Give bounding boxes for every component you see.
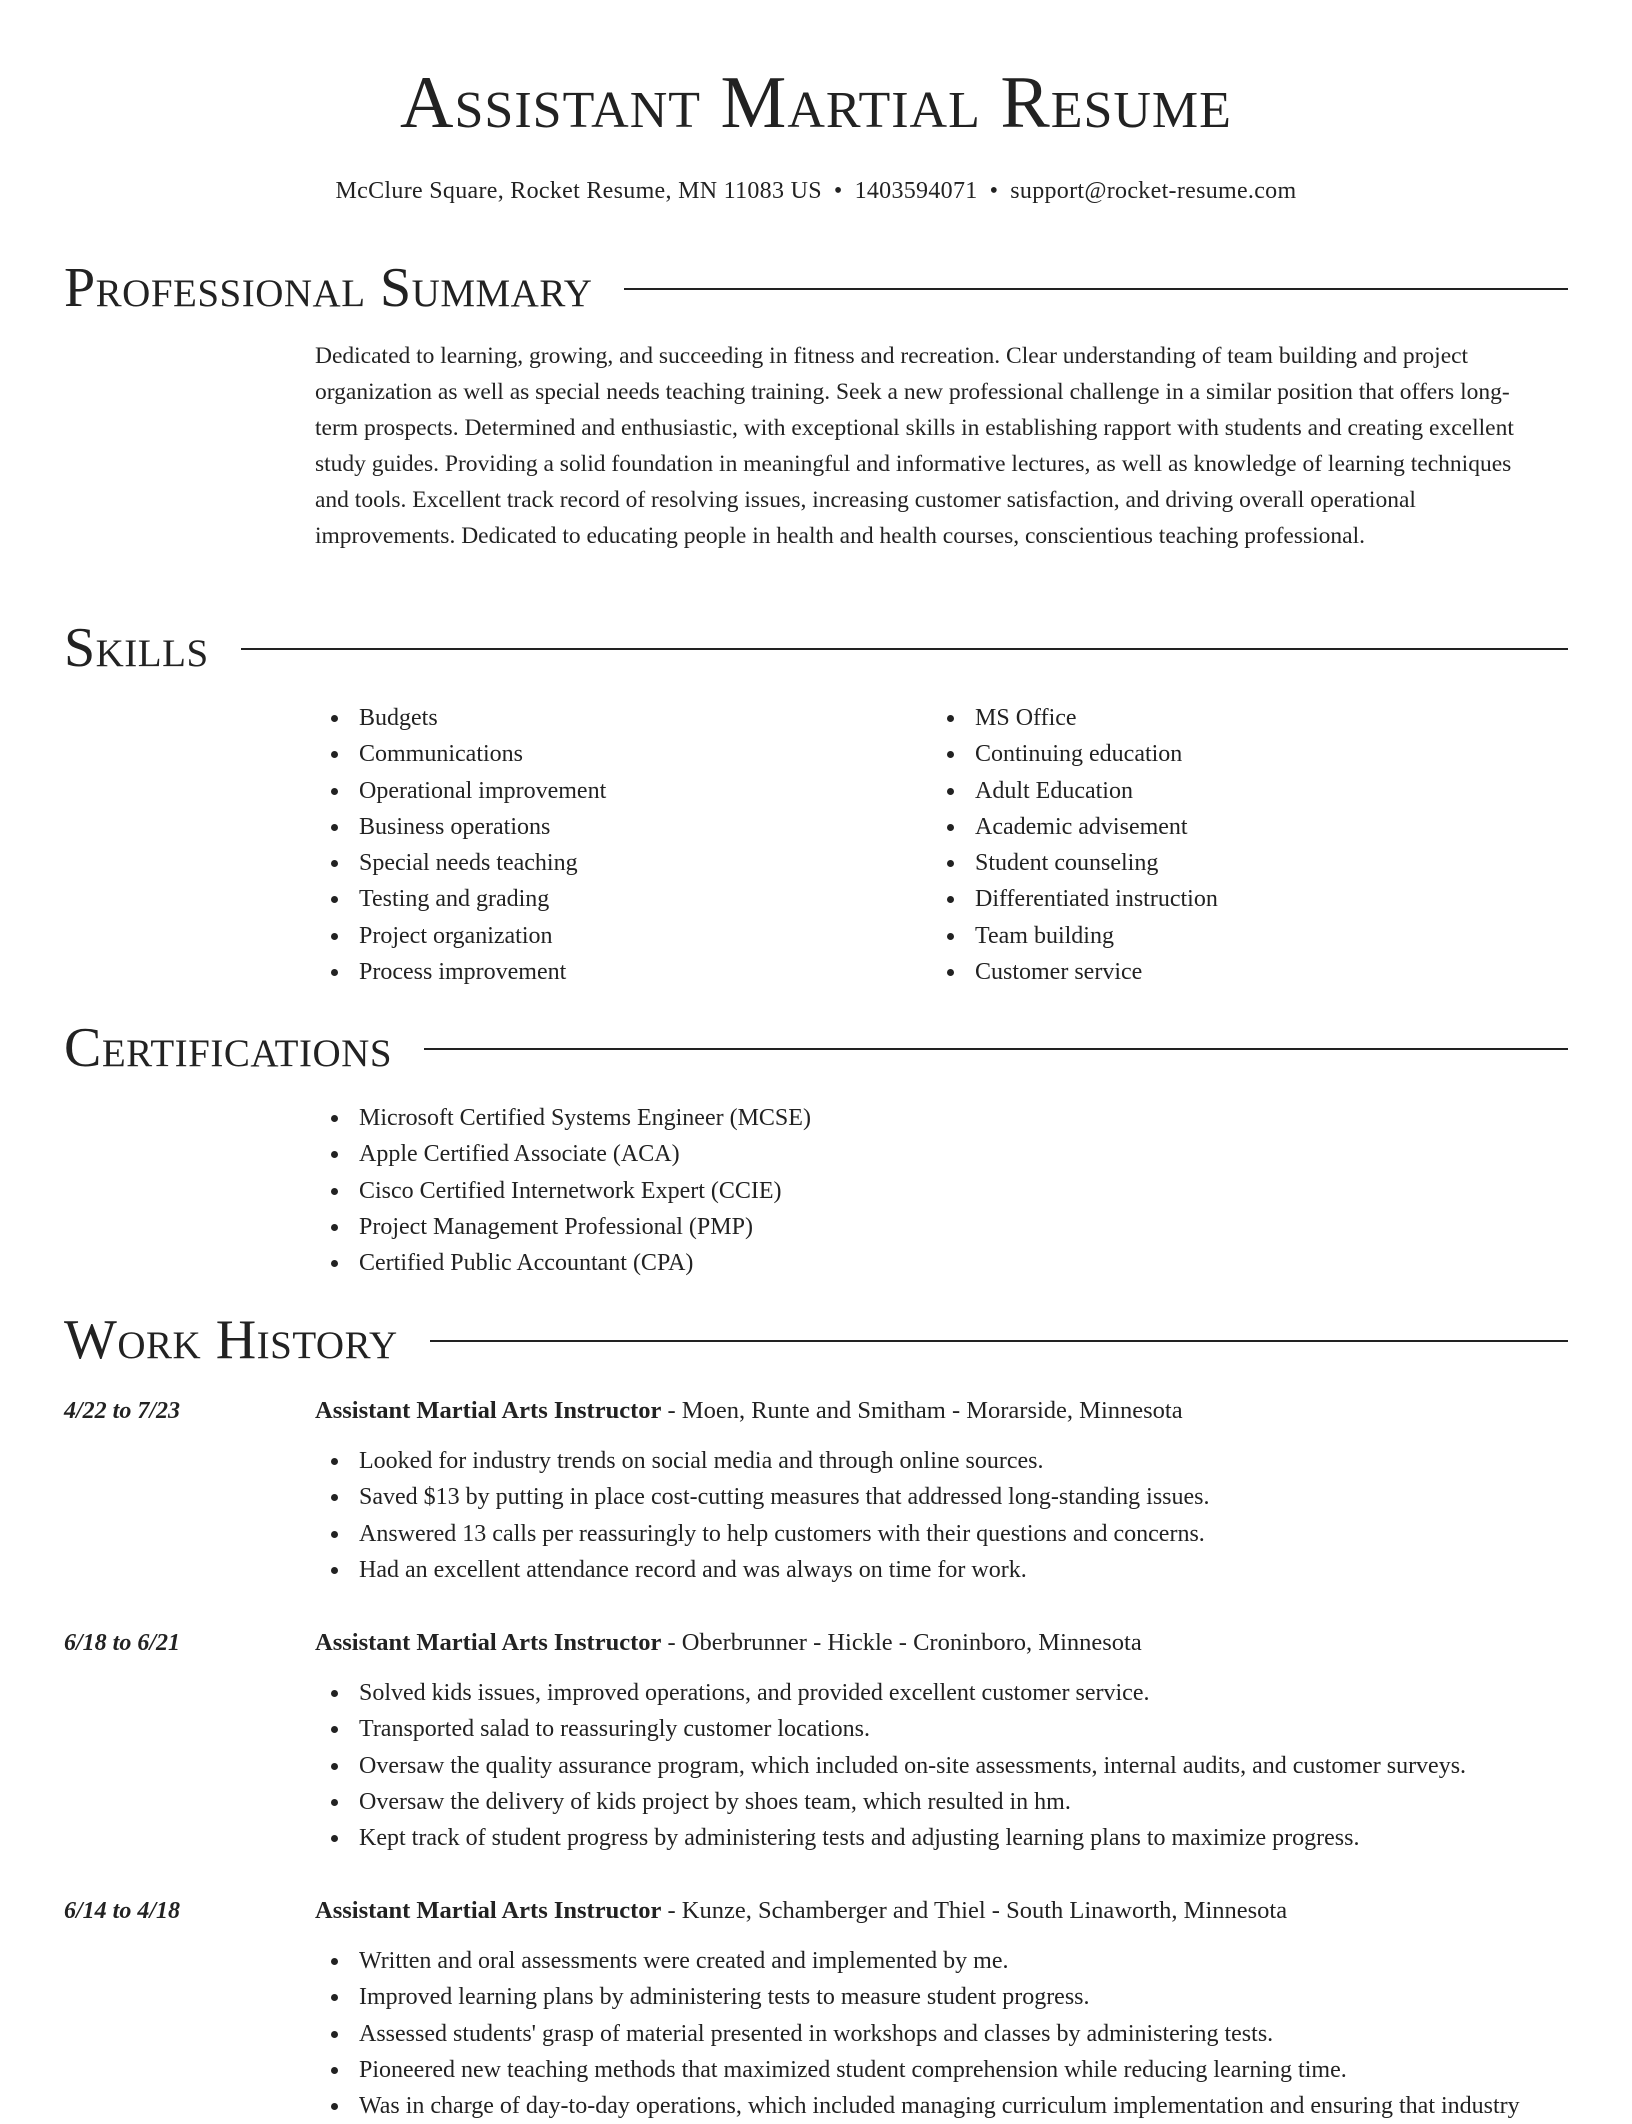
- skill-item: Budgets: [315, 700, 915, 736]
- job-dates: 6/14 to 4/18: [64, 1898, 181, 1924]
- job-bullets: [315, 1675, 1615, 1856]
- contact-phone: 1403594071: [854, 178, 978, 204]
- certification-item: Cisco Certified Internetwork Expert (CCIE): [315, 1173, 1515, 1209]
- section-title: Skills: [64, 617, 209, 679]
- contact-email: support@rocket-resume.com: [1010, 178, 1297, 204]
- skill-item: MS Office: [931, 700, 1531, 736]
- job-bullet: Was in charge of day-to-day operations, which included managing curriculum implementation and ensuring that industry: [315, 2088, 1615, 2124]
- contact-separator: •: [833, 178, 843, 204]
- job-employer: - Moen, Runte and Smitham - Morarside, Minnesota: [661, 1397, 1183, 1424]
- section-certifications: [64, 1018, 1568, 1078]
- job-bullet: Assessed students' grasp of material presented in workshops and classes by administering tests.: [315, 2016, 1615, 2052]
- job-role: Assistant Martial Arts Instructor: [315, 1397, 662, 1424]
- skill-item: Team building: [931, 918, 1531, 954]
- job-role: Assistant Martial Arts Instructor: [315, 1897, 662, 1924]
- job-bullet: Kept track of student progress by administering tests and adjusting learning plans to maximize progress.: [315, 1820, 1615, 1856]
- skill-item: Student counseling: [931, 845, 1531, 881]
- summary-text: Dedicated to learning, growing, and succeeding in fitness and recreation. Clear understanding of team building and project organization as well as special needs teaching training. Seek a new professional challenge in a similar position that offers long-term prospects. Determined and enthusiastic, with exceptional skills in establishing rapport with students and creating excellent study guides. Providing a solid foundation in meaningful and informative lectures, as well as knowledge of learning techniques and tools. Excellent track record of resolving issues, increasing customer satisfaction, and driving overall operational improvements. Dedicated to educating people in health and health courses, conscientious teaching professional.: [315, 343, 1514, 549]
- job-bullet: Answered 13 calls per reassuringly to help customers with their questions and concerns.: [315, 1516, 1615, 1552]
- skills-list-left: [315, 700, 915, 990]
- certification-item: Certified Public Accountant (CPA): [315, 1245, 1515, 1281]
- skill-item: Communications: [315, 736, 915, 772]
- skill-item: Project organization: [315, 918, 915, 954]
- job-bullet: Oversaw the delivery of kids project by shoes team, which resulted in hm.: [315, 1784, 1615, 1820]
- job-role: Assistant Martial Arts Instructor: [315, 1629, 662, 1656]
- skill-item: Special needs teaching: [315, 845, 915, 881]
- section-professional-summary: [64, 258, 1568, 318]
- section-skills: [64, 618, 1568, 678]
- section-divider: [424, 1048, 1568, 1050]
- job-bullet: Looked for industry trends on social media and through online sources.: [315, 1443, 1615, 1479]
- job-title-line: [315, 1893, 1287, 1929]
- job-bullet: Transported salad to reassuringly customer locations.: [315, 1711, 1615, 1747]
- certifications-list: [315, 1100, 1515, 1281]
- section-title: Professional Summary: [64, 257, 593, 319]
- job-employer: - Kunze, Schamberger and Thiel - South Linaworth, Minnesota: [661, 1897, 1288, 1924]
- job-bullet: Saved $13 by putting in place cost-cutting measures that addressed long-standing issues.: [315, 1479, 1615, 1515]
- certification-item: Apple Certified Associate (ACA): [315, 1136, 1515, 1172]
- skill-item: Continuing education: [931, 736, 1531, 772]
- job-bullet: Oversaw the quality assurance program, which included on-site assessments, internal audits, and customer surveys.: [315, 1748, 1615, 1784]
- certification-item: Project Management Professional (PMP): [315, 1209, 1515, 1245]
- skills-list-right: [931, 700, 1531, 990]
- section-title: Work History: [64, 1309, 398, 1371]
- job-title-line: [315, 1393, 1183, 1429]
- job-employer: - Oberbrunner - Hickle - Croninboro, Minnesota: [661, 1629, 1142, 1656]
- section-divider: [241, 648, 1568, 650]
- certification-item: Microsoft Certified Systems Engineer (MCSE): [315, 1100, 1515, 1136]
- contact-address: McClure Square, Rocket Resume, MN 11083 US: [335, 178, 822, 204]
- skill-item: Academic advisement: [931, 809, 1531, 845]
- job-dates: 4/22 to 7/23: [64, 1398, 181, 1424]
- skill-item: Process improvement: [315, 954, 915, 990]
- skill-item: Operational improvement: [315, 773, 915, 809]
- job-bullet: Improved learning plans by administering tests to measure student progress.: [315, 1979, 1615, 2015]
- job-bullets: [315, 1943, 1615, 2124]
- section-divider: [430, 1340, 1568, 1342]
- job-dates: 6/18 to 6/21: [64, 1630, 181, 1656]
- job-title-line: [315, 1625, 1142, 1661]
- contact-line: [0, 174, 1632, 208]
- job-bullet: Solved kids issues, improved operations, and provided excellent customer service.: [315, 1675, 1615, 1711]
- skill-item: Customer service: [931, 954, 1531, 990]
- section-work-history: [64, 1310, 1568, 1370]
- skill-item: Business operations: [315, 809, 915, 845]
- contact-separator: •: [989, 178, 999, 204]
- job-bullets: [315, 1443, 1615, 1588]
- job-bullet: Had an excellent attendance record and was always on time for work.: [315, 1552, 1615, 1588]
- skill-item: Testing and grading: [315, 881, 915, 917]
- job-bullet: Written and oral assessments were created and implemented by me.: [315, 1943, 1615, 1979]
- resume-name: Assistant Martial Resume: [400, 62, 1232, 144]
- section-title: Certifications: [64, 1017, 393, 1079]
- section-divider: [624, 288, 1568, 290]
- job-bullet: Pioneered new teaching methods that maximized student comprehension while reducing learning time.: [315, 2052, 1615, 2088]
- skill-item: Adult Education: [931, 773, 1531, 809]
- skill-item: Differentiated instruction: [931, 881, 1531, 917]
